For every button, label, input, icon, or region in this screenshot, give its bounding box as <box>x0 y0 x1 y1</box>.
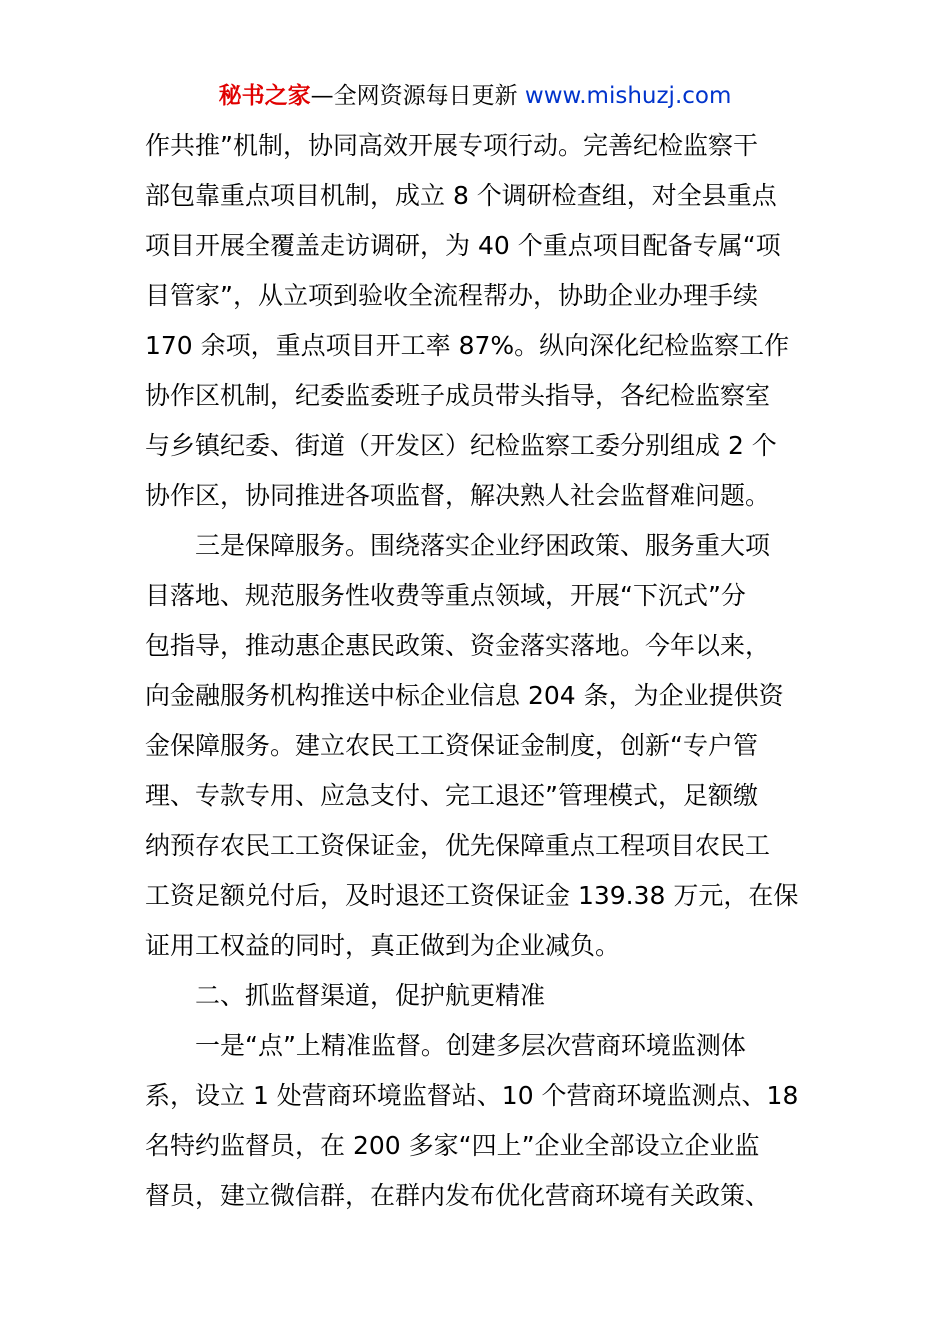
text-line: 部包靠重点项目机制，成立 8 个调研检查组，对全县重点 <box>145 181 777 210</box>
text-line: 目落地、规范服务性收费等重点领域，开展“下沉式”分 <box>145 581 746 610</box>
document-body <box>145 121 810 1221</box>
text-line: 证用工权益的同时，真正做到为企业减负。 <box>145 931 621 960</box>
text-line: 三是保障服务。围绕落实企业纾困政策、服务重大项 <box>195 531 771 560</box>
text-line: 一是“点”上精准监督。创建多层次营商环境监测体 <box>195 1031 746 1060</box>
paragraph <box>145 121 810 521</box>
text-line: 与乡镇纪委、街道（开发区）纪检监察工委分别组成 2 个 <box>145 431 777 460</box>
paragraph <box>145 1021 810 1221</box>
site-header <box>0 80 950 112</box>
section-heading <box>145 971 810 1021</box>
text-line: 金保障服务。建立农民工工资保证金制度，创新“专户管 <box>145 731 758 760</box>
text-line: 170 余项，重点项目开工率 87%。纵向深化纪检监察工作 <box>145 331 790 360</box>
text-line: 目管家”，从立项到验收全流程帮办，协助企业办理手续 <box>145 281 758 310</box>
text-line: 纳预存农民工工资保证金，优先保障重点工程项目农民工 <box>145 831 771 860</box>
paragraph <box>145 521 810 971</box>
text-line: 名特约监督员，在 200 多家“四上”企业全部设立企业监 <box>145 1131 760 1160</box>
text-line: 协作区机制，纪委监委班子成员带头指导，各纪检监察室 <box>145 381 771 410</box>
brand-name: 秘书之家 <box>218 83 311 109</box>
text-line: 协作区，协同推进各项监督，解决熟人社会监督难问题。 <box>145 481 771 510</box>
heading-line: 二、抓监督渠道，促护航更精准 <box>195 981 546 1010</box>
text-line: 包指导，推动惠企惠民政策、资金落实落地。今年以来， <box>145 631 771 660</box>
text-line: 项目开展全覆盖走访调研，为 40 个重点项目配备专属“项 <box>145 231 781 260</box>
text-line: 系，设立 1 处营商环境监督站、10 个营商环境监测点、18 <box>145 1081 799 1110</box>
text-line: 工资足额兑付后，及时退还工资保证金 139.38 万元，在保 <box>145 881 799 910</box>
site-url[interactable]: www.mishuzj.com <box>524 83 732 109</box>
text-line: 向金融服务机构推送中标企业信息 204 条，为企业提供资 <box>145 681 784 710</box>
text-line: 作共推”机制，协同高效开展专项行动。完善纪检监察干 <box>145 131 758 160</box>
text-line: 督员，建立微信群，在群内发布优化营商环境有关政策、 <box>145 1181 771 1210</box>
header-tagline: —全网资源每日更新 <box>310 83 525 109</box>
text-line: 理、专款专用、应急支付、完工退还”管理模式，足额缴 <box>145 781 758 810</box>
